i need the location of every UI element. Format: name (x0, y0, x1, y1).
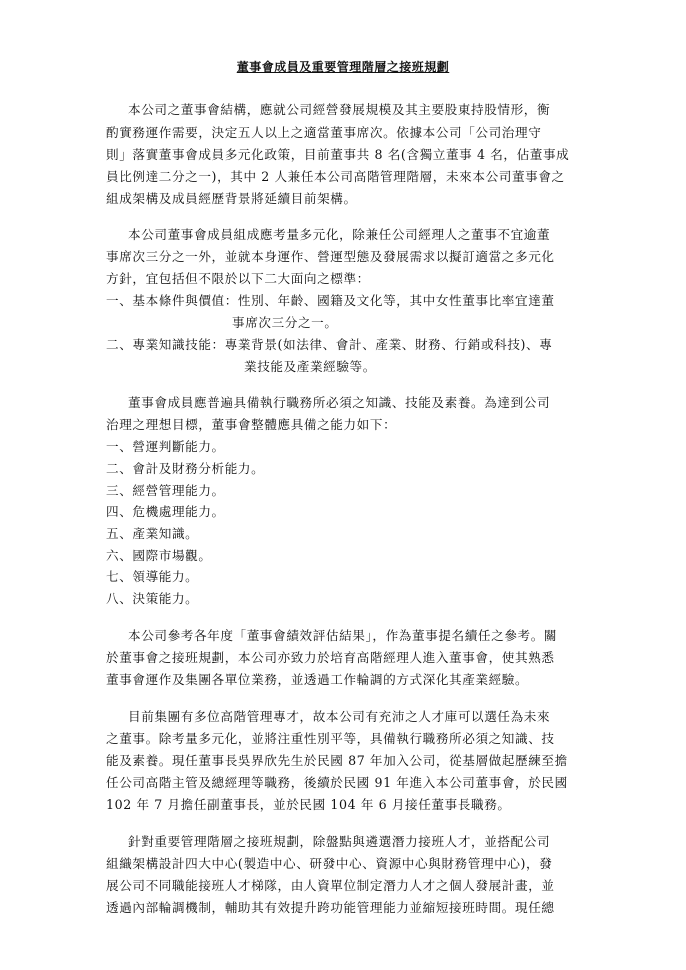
text-line: 本公司之董事會結構，應就公司經營發展規模及其主要股東持股情形，衡 (128, 102, 551, 117)
text-line: 酌實務運作需要，決定五人以上之適當董事席次。依據本公司「公司治理守 (106, 125, 542, 140)
criteria-item-continuation: 事席次三分之一。 (232, 315, 338, 330)
text-line: 則」落實董事會成員多元化政策，目前董事共 8 名(含獨立董事 4 名，佔董事成 (106, 147, 570, 162)
ability-item: 二、會計及財務分析能力。 (106, 461, 265, 476)
text-line: 組織架構設計四大中心(製造中心、研發中心、資源中心與財務管理中心)，發 (106, 856, 553, 871)
ability-item: 五、產業知識。 (106, 526, 199, 541)
text-line: 方針，宜包括但不限於以下二大面向之標準： (106, 271, 370, 286)
criteria-item-continuation: 業技能及產業經驗等。 (244, 359, 376, 374)
text-line: 任公司高階主管及總經理等職務，後續於民國 91 年進入本公司董事會，於民國 (106, 775, 568, 790)
text-line: 董事會運作及集團各單位業務，並透過工作輪調的方式深化其產業經驗。 (106, 672, 529, 687)
document-title: 董事會成員及重要管理階層之接班規劃 (236, 60, 450, 74)
text-line: 展公司不同職能接班人才梯隊，由人資單位制定潛力人才之個人發展計畫，並 (106, 878, 555, 893)
criteria-item: 二、專業知識技能：專業背景(如法律、會計、產業、財務、行銷或科技)、專 (106, 337, 553, 352)
text-line: 事席次三分之一外，並就本身運作、營運型態及發展需求以擬訂適當之多元化 (106, 249, 555, 264)
ability-item: 六、國際市場觀。 (106, 548, 212, 563)
text-line: 102 年 7 月擔任副董事長，並於民國 104 年 6 月接任董事長職務。 (106, 797, 511, 812)
text-line: 針對重要管理階層之接班規劃，除盤點與遴選潛力接班人才，並搭配公司 (128, 834, 551, 849)
text-line: 於董事會之接班規劃，本公司亦致力於培育高階經理人進入董事會，使其熟悉 (106, 650, 555, 665)
text-line: 目前集團有多位高階管理專才，故本公司有充沛之人才庫可以選任為未來 (128, 709, 551, 724)
text-line: 組成架構及成員經歷背景將延續目前架構。 (106, 191, 357, 206)
text-line: 治理之理想目標，董事會整體應具備之能力如下： (106, 417, 397, 432)
ability-item: 一、營運判斷能力。 (106, 439, 225, 454)
text-line: 本公司董事會成員組成應考量多元化，除兼任公司經理人之董事不宜逾董 (128, 227, 551, 242)
ability-item: 三、經營管理能力。 (106, 483, 225, 498)
ability-item: 四、危機處理能力。 (106, 504, 225, 519)
criteria-item: 一、基本條件與價值：性別、年齡、國籍及文化等，其中女性董事比率宜達董 (106, 293, 555, 308)
text-line: 董事會成員應普遍具備執行職務所必須之知識、技能及素養。為達到公司 (128, 395, 551, 410)
ability-item: 七、領導能力。 (106, 569, 199, 584)
ability-item: 八、決策能力。 (106, 591, 199, 606)
text-line: 員比例達二分之一)，其中 2 人兼任本公司高階管理階層，未來本公司董事會之 (106, 169, 565, 184)
text-line: 透過內部輪調機制，輔助其有效提升跨功能管理能力並縮短接班時間。現任總 (106, 900, 555, 915)
text-line: 能及素養。現任董事長吳界欣先生於民國 87 年加入公司，從基層做起歷練至擔 (106, 753, 568, 768)
text-line: 本公司參考各年度「董事會績效評估結果」，作為董事提名續任之參考。關 (128, 628, 558, 643)
text-line: 之董事。除考量多元化，並將注重性別平等，具備執行職務所必須之知識、技 (106, 731, 555, 746)
